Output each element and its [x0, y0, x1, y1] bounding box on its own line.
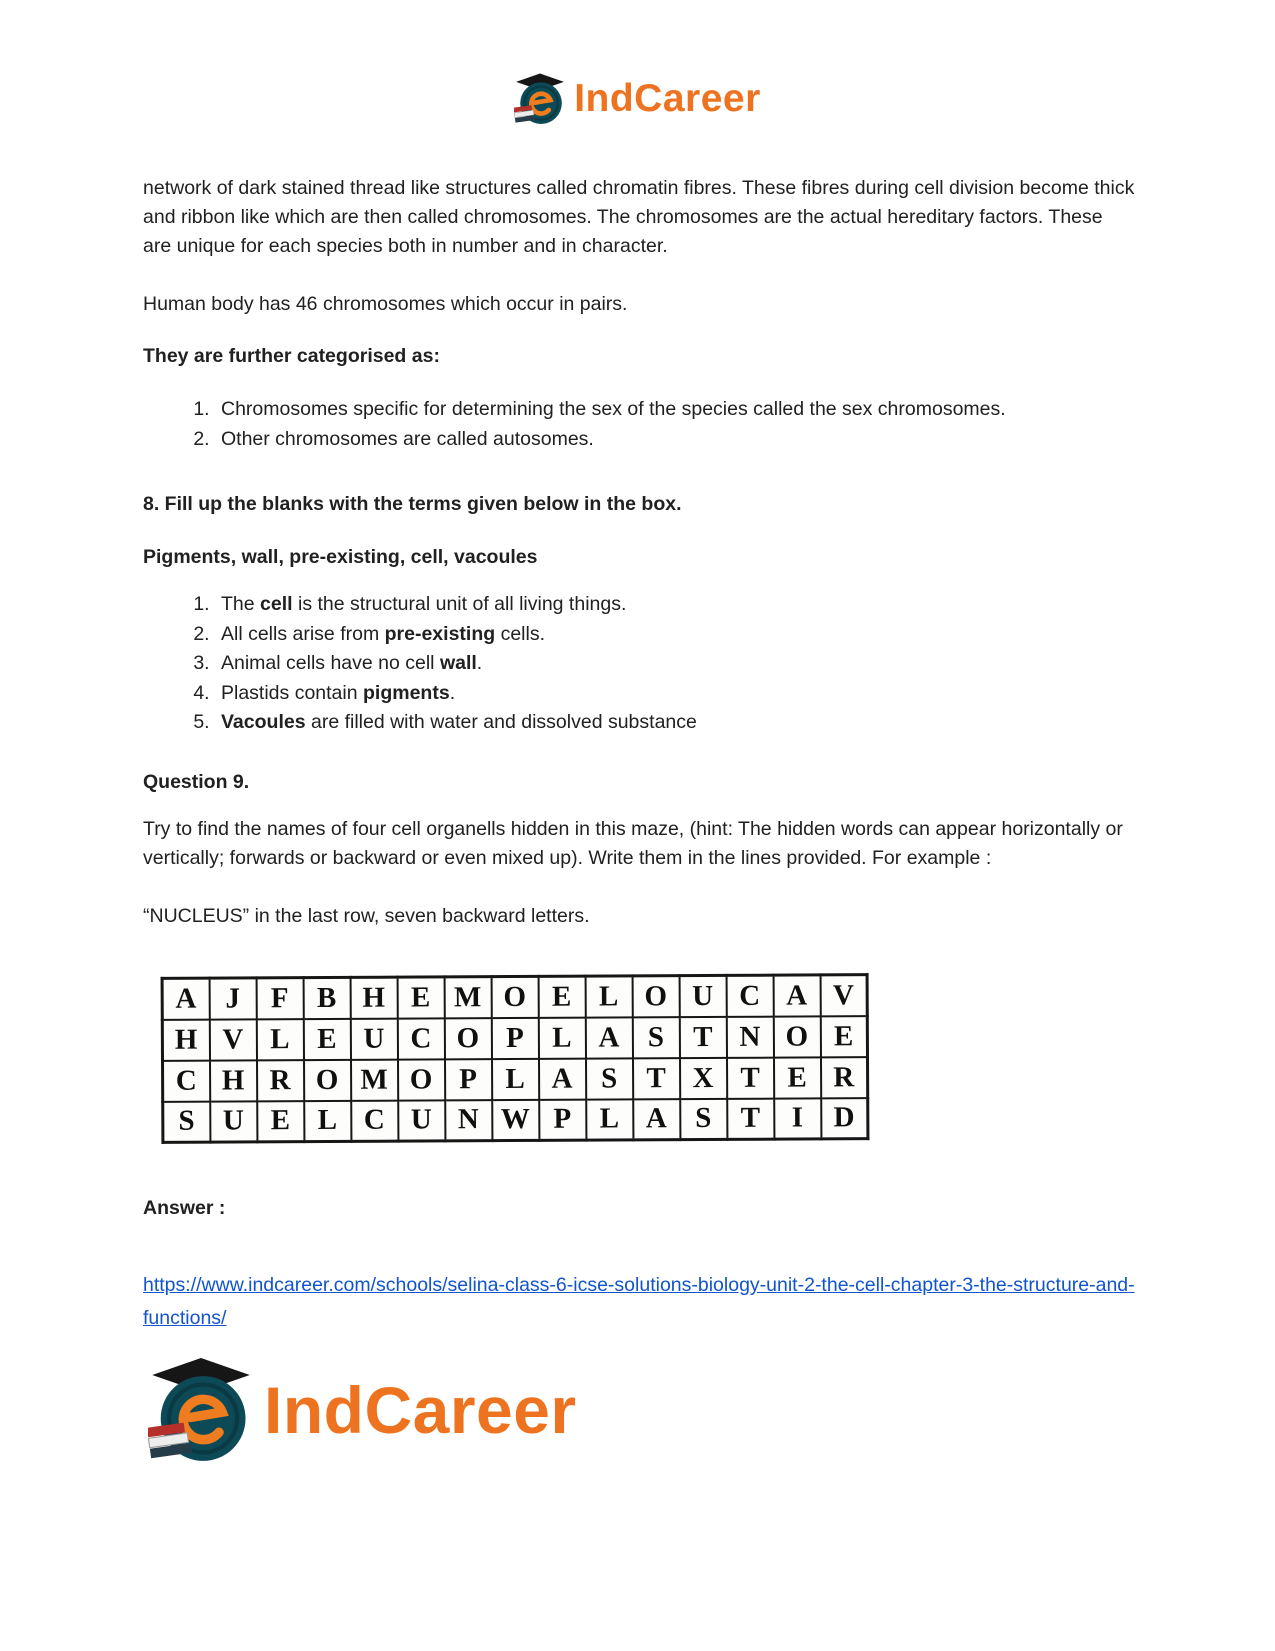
maze-cell: T [727, 1098, 774, 1139]
maze-cell: F [256, 977, 303, 1018]
blank-post: is the structural unit of all living things. [292, 593, 627, 615]
maze-cell: C [726, 975, 773, 1016]
maze-body [162, 974, 868, 1142]
maze-cell: I [774, 1097, 821, 1138]
blank-post: cells. [495, 622, 546, 645]
maze-cell: E [773, 1056, 820, 1097]
maze-cell: C [163, 1060, 210, 1101]
maze-cell: L [585, 975, 632, 1016]
list-item [215, 649, 1135, 679]
paragraph-chromatin: network of dark stained thread like structures called chromatin fibres. These fibres during cell division become thick and ribbon like which are then called chromosomes. The chromosomes are the actual hereditary factors. These are unique for each species both in number and in character. [143, 177, 1135, 257]
maze-cell: S [163, 1101, 210, 1142]
maze-cell: O [491, 976, 538, 1017]
maze-cell: H [162, 1019, 209, 1060]
maze-cell: X [679, 1057, 726, 1098]
maze-cell: M [444, 976, 491, 1017]
maze-cell: A [162, 978, 209, 1019]
maze-image [161, 973, 870, 1144]
solution-link[interactable]: https://www.indcareer.com/schools/selina-class-6-icse-solutions-biology-unit-2-the-cell-chapter-3-the-structure-and-functions/ [143, 1273, 1135, 1329]
maze-cell: T [632, 1057, 679, 1098]
list-item: 2. Other chromosomes are called autosomes. [215, 425, 1135, 455]
maze-cell: L [586, 1098, 633, 1139]
maze-cell: A [633, 1098, 680, 1139]
maze-cell: W [492, 1099, 539, 1140]
maze-cell: T [679, 1016, 726, 1057]
paragraph-q9-instructions: Try to find the names of four cell organells hidden in this maze, (hint: The hidden words can appear horizontally or vertically; forwards or backward or even mixed up). Write them in the lines provided. For example : [143, 817, 1123, 869]
maze-cell: V [209, 1018, 256, 1059]
maze-row [162, 974, 867, 1019]
maze-cell: L [538, 1017, 585, 1058]
brand-name-large: IndCareer [264, 1372, 577, 1447]
maze-cell: N [726, 1016, 773, 1057]
document-body [0, 174, 1275, 1335]
maze-cell: O [773, 1015, 820, 1056]
heading-question-9: Question 9. [143, 770, 250, 793]
maze-cell: T [726, 1057, 773, 1098]
indcareer-logo-icon-large [148, 1357, 254, 1463]
maze-cell: H [350, 977, 397, 1018]
maze-cell: S [585, 1057, 632, 1098]
categorised-list [143, 395, 1135, 454]
header-logo [0, 70, 1275, 128]
maze-row [163, 1056, 868, 1101]
list-item [215, 708, 1135, 738]
maze-cell: M [351, 1059, 398, 1100]
indcareer-logo-icon [514, 73, 566, 125]
blank-pre: Animal cells have no cell [221, 652, 440, 674]
solution-link-paragraph [143, 1269, 1135, 1335]
blank-term: cell [260, 593, 293, 615]
maze-cell: L [256, 1018, 303, 1059]
maze-cell: E [820, 1015, 867, 1056]
terms-box-line: Pigments, wall, pre-existing, cell, vacoules [143, 546, 538, 568]
heading-question-8: 8. Fill up the blanks with the terms given below in the box. [143, 493, 682, 515]
maze-cell: B [303, 977, 350, 1018]
maze-cell: N [445, 1099, 492, 1140]
maze-cell: C [351, 1100, 398, 1141]
maze-cell: C [397, 1017, 444, 1058]
blank-term: pigments [363, 681, 450, 704]
maze-cell: U [210, 1100, 257, 1141]
paragraph-q9-example: “NUCLEUS” in the last row, seven backward letters. [143, 904, 590, 927]
heading-categorised: They are further categorised as: [143, 345, 440, 367]
maze-cell: R [257, 1059, 304, 1100]
maze-cell: D [821, 1097, 868, 1138]
maze-row [162, 1015, 867, 1060]
maze-cell: A [538, 1058, 585, 1099]
maze-cell: L [304, 1100, 351, 1141]
list-item: 1. Chromosomes specific for determining the sex of the species called the sex chromosomes. [215, 395, 1135, 425]
maze-cell: V [820, 974, 867, 1015]
blank-pre: Plastids contain [221, 681, 363, 704]
maze-cell: U [679, 975, 726, 1016]
maze-cell: E [538, 976, 585, 1017]
maze-cell: P [491, 1017, 538, 1058]
maze-cell: R [820, 1056, 867, 1097]
blank-post: . [476, 652, 483, 674]
maze-cell: S [680, 1098, 727, 1139]
blank-term: wall [439, 652, 477, 674]
maze-cell: O [398, 1058, 445, 1099]
list-item [215, 679, 1135, 709]
maze-cell: O [444, 1017, 491, 1058]
maze-cell: A [585, 1016, 632, 1057]
maze-cell: J [209, 977, 256, 1018]
blank-post: . [449, 681, 456, 704]
maze-cell: L [492, 1058, 539, 1099]
paragraph-chromosome-count: Human body has 46 chromosomes which occur in pairs. [143, 293, 628, 315]
blank-pre: The [221, 593, 261, 615]
footer-logo [148, 1357, 1275, 1463]
brand-name: IndCareer [574, 77, 761, 120]
maze-cell: U [350, 1018, 397, 1059]
maze-cell: S [632, 1016, 679, 1057]
maze-cell: A [773, 974, 820, 1015]
blank-post: are filled with water and dissolved substance [305, 711, 697, 733]
blank-term: pre-existing [384, 622, 496, 645]
answer-label: Answer : [143, 1196, 226, 1219]
list-item [215, 590, 1135, 620]
maze-grid [161, 973, 870, 1144]
maze-cell: E [257, 1100, 304, 1141]
list-item [215, 620, 1135, 650]
blank-term: Vacoules [221, 711, 306, 733]
maze-cell: E [303, 1018, 350, 1059]
maze-row [163, 1097, 868, 1142]
maze-cell: O [304, 1059, 351, 1100]
blank-pre: All cells arise from [221, 622, 385, 645]
maze-cell: E [397, 976, 444, 1017]
maze-cell: H [210, 1059, 257, 1100]
maze-cell: P [539, 1099, 586, 1140]
maze-cell: U [398, 1099, 445, 1140]
maze-cell: O [632, 975, 679, 1016]
fill-blanks-list [143, 590, 1135, 738]
maze-cell: P [445, 1058, 492, 1099]
